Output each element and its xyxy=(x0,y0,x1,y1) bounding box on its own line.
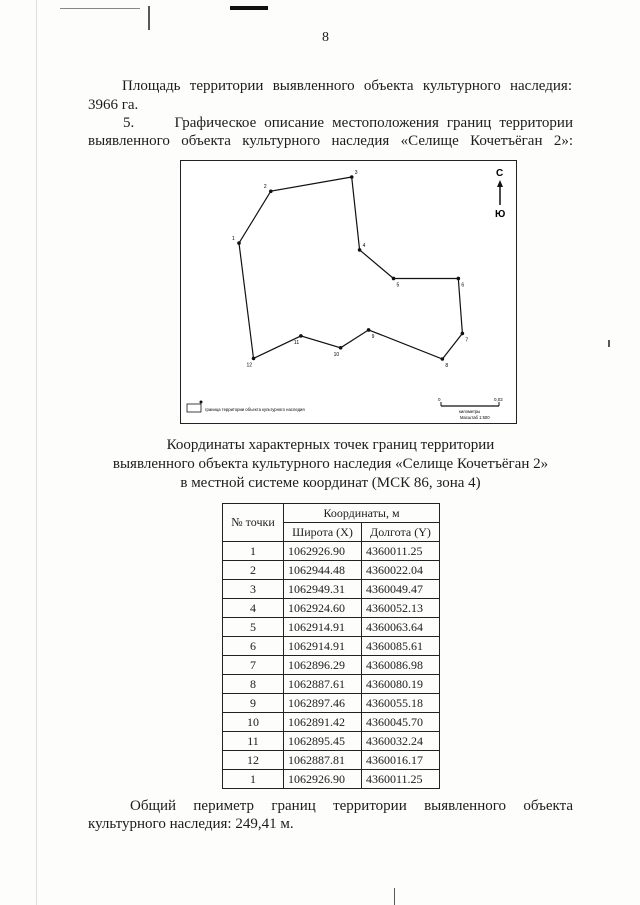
column-header-lon: Долгота (Y) xyxy=(361,523,439,542)
map-paragraph-line1: 5. Графическое описание местоположения границ территории xyxy=(123,115,573,131)
area-paragraph-line1: Площадь территории выявленного объекта культурного наследия: xyxy=(122,78,572,94)
point-number: 11 xyxy=(223,732,284,751)
legend-marker xyxy=(200,401,203,404)
boundary-point-marker xyxy=(299,334,303,338)
boundary-map-svg xyxy=(181,161,516,423)
perimeter-line2: культурного наследия: 249,41 м. xyxy=(88,816,294,832)
longitude-cell: 4360016.17 xyxy=(361,751,439,770)
latitude-cell: 1062887.81 xyxy=(284,751,362,770)
longitude-cell: 4360063.64 xyxy=(361,618,439,637)
longitude-cell: 4360011.25 xyxy=(361,770,439,789)
point-number: 3 xyxy=(223,580,284,599)
latitude-cell: 1062891.42 xyxy=(284,713,362,732)
boundary-point-label: 12 xyxy=(246,362,253,369)
point-number: 1 xyxy=(223,542,284,561)
table-caption-line1: Координаты характерных точек границ территории xyxy=(166,437,495,453)
latitude-cell: 1062887.61 xyxy=(284,675,362,694)
point-number: 8 xyxy=(223,675,284,694)
table-row xyxy=(223,732,440,751)
table-row xyxy=(223,618,440,637)
boundary-point-marker xyxy=(367,328,371,332)
longitude-cell: 4360049.47 xyxy=(361,580,439,599)
longitude-cell: 4360080.19 xyxy=(361,675,439,694)
scan-artifact xyxy=(394,888,395,905)
boundary-point-label: 1 xyxy=(232,236,235,243)
longitude-cell: 4360022.04 xyxy=(361,561,439,580)
longitude-cell: 4360055.18 xyxy=(361,694,439,713)
page-number: 8 xyxy=(322,30,329,45)
boundary-polygon xyxy=(239,177,465,359)
boundary-point-label: 2 xyxy=(263,184,267,191)
boundary-point-label: 9 xyxy=(371,333,375,340)
scan-artifact xyxy=(60,8,140,9)
legend-swatch xyxy=(187,404,201,412)
boundary-point-marker xyxy=(339,346,343,350)
point-number: 2 xyxy=(223,561,284,580)
table-row xyxy=(223,599,440,618)
latitude-cell: 1062914.91 xyxy=(284,618,362,637)
column-header-lat: Широта (X) xyxy=(284,523,362,542)
boundary-point-label: 5 xyxy=(396,282,400,289)
latitude-cell: 1062926.90 xyxy=(284,542,362,561)
boundary-point-label: 3 xyxy=(354,170,358,176)
column-header-coords: Координаты, м xyxy=(284,504,440,523)
scale-end: 0,02 xyxy=(494,397,503,402)
boundary-point-marker xyxy=(350,175,354,179)
boundary-point-marker xyxy=(392,277,396,281)
boundary-point-marker xyxy=(457,277,461,281)
legend-text: граница территории объекта культурного наследия xyxy=(205,407,305,412)
latitude-cell: 1062897.46 xyxy=(284,694,362,713)
scale-zero: 0 xyxy=(438,397,441,402)
boundary-point-marker xyxy=(237,241,241,245)
south-label: Ю xyxy=(495,209,506,220)
latitude-cell: 1062949.31 xyxy=(284,580,362,599)
table-row xyxy=(223,637,440,656)
boundary-point-label: 10 xyxy=(333,351,340,358)
boundary-point-marker xyxy=(252,357,256,361)
table-row xyxy=(223,580,440,599)
point-number: 1 xyxy=(223,770,284,789)
map-paragraph-line2: выявленного объекта культурного наследия «Селище Кочетъёган 2»: xyxy=(88,133,573,149)
point-number: 4 xyxy=(223,599,284,618)
boundary-point-marker xyxy=(269,189,273,193)
table-caption-line3: в местной системе координат (МСК 86, зона 4) xyxy=(180,475,481,491)
scale-unit: километры xyxy=(459,409,481,414)
point-number: 6 xyxy=(223,637,284,656)
latitude-cell: 1062926.90 xyxy=(284,770,362,789)
point-number: 10 xyxy=(223,713,284,732)
area-paragraph-line2: 3966 га. xyxy=(88,97,139,113)
scan-artifact xyxy=(148,6,150,30)
boundary-point-label: 7 xyxy=(465,337,469,344)
longitude-cell: 4360011.25 xyxy=(361,542,439,561)
column-header-point: № точки xyxy=(223,504,284,542)
scale-ratio: Масштаб 1:500 xyxy=(460,415,490,420)
table-row xyxy=(223,770,440,789)
scan-artifact xyxy=(36,0,37,905)
table-row xyxy=(223,713,440,732)
coordinates-table xyxy=(222,503,440,789)
longitude-cell: 4360032.24 xyxy=(361,732,439,751)
boundary-point-label: 4 xyxy=(362,242,366,249)
boundary-point-label: 8 xyxy=(445,363,449,369)
table-row xyxy=(223,561,440,580)
boundary-point-label: 11 xyxy=(293,339,300,346)
perimeter-line1: Общий периметр границ территории выявленного объекта xyxy=(130,798,573,814)
latitude-cell: 1062896.29 xyxy=(284,656,362,675)
point-number: 5 xyxy=(223,618,284,637)
latitude-cell: 1062924.60 xyxy=(284,599,362,618)
table-caption-line2: выявленного объекта культурного наследия «Селище Кочетъёган 2» xyxy=(112,456,549,472)
boundary-map xyxy=(180,160,517,424)
north-label: С xyxy=(496,168,504,179)
boundary-point-label: 6 xyxy=(461,282,465,289)
longitude-cell: 4360085.61 xyxy=(361,637,439,656)
table-row xyxy=(223,656,440,675)
point-number: 7 xyxy=(223,656,284,675)
longitude-cell: 4360045.70 xyxy=(361,713,439,732)
table-row xyxy=(223,675,440,694)
boundary-point-marker xyxy=(461,332,465,336)
latitude-cell: 1062895.45 xyxy=(284,732,362,751)
table-row xyxy=(223,694,440,713)
boundary-point-marker xyxy=(358,248,362,252)
latitude-cell: 1062914.91 xyxy=(284,637,362,656)
table-row xyxy=(223,751,440,770)
point-number: 12 xyxy=(223,751,284,770)
scan-artifact xyxy=(608,340,610,347)
table-row xyxy=(223,542,440,561)
boundary-point-marker xyxy=(441,357,445,361)
latitude-cell: 1062944.48 xyxy=(284,561,362,580)
scan-artifact xyxy=(230,6,268,10)
longitude-cell: 4360052.13 xyxy=(361,599,439,618)
point-number: 9 xyxy=(223,694,284,713)
north-arrow-icon xyxy=(497,180,503,205)
longitude-cell: 4360086.98 xyxy=(361,656,439,675)
